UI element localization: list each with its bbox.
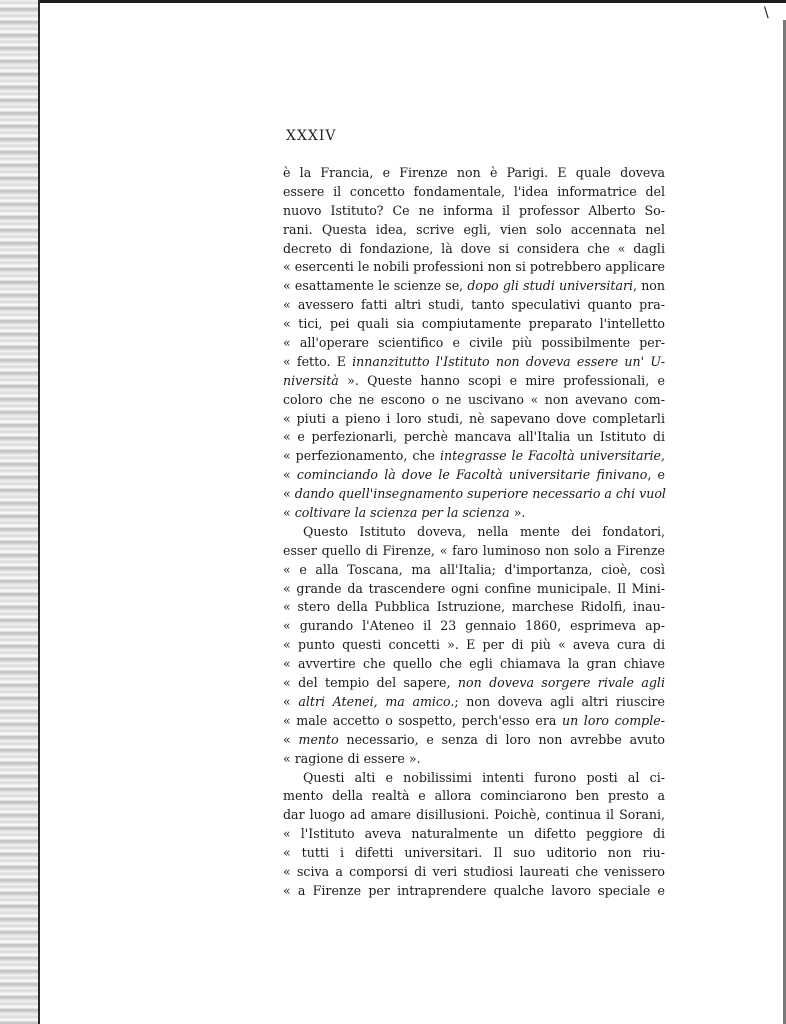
text-segment: « avvertire che quello che egli chiamava la gran chiave bbox=[283, 656, 665, 672]
text-segment: « bbox=[283, 505, 295, 521]
text-segment: « all'operare scientifico e civile più possibilmente per- bbox=[283, 335, 665, 351]
text-segment: mento della realtà e allora cominciarono ben presto a bbox=[283, 788, 665, 804]
text-line bbox=[283, 315, 665, 334]
text-line bbox=[283, 636, 665, 655]
text-line bbox=[283, 769, 665, 788]
text-segment: « bbox=[283, 486, 295, 502]
text-line bbox=[283, 485, 665, 504]
text-line bbox=[283, 240, 665, 259]
text-segment: « stero della Pubblica Istruzione, marchese Ridolfi, inau- bbox=[283, 599, 665, 615]
text-segment: « bbox=[283, 467, 297, 483]
text-segment: « ragione di essere ». bbox=[283, 750, 421, 766]
text-segment: « e alla Toscana, ma all'Italia; d'importanza, cioè, così bbox=[283, 561, 665, 577]
text-line bbox=[283, 787, 665, 806]
text-segment: « bbox=[283, 731, 299, 747]
text-segment: necessario, e senza di loro non avrebbe avuto bbox=[338, 731, 665, 747]
text-segment: « fetto. E bbox=[283, 353, 353, 369]
page-number: XXXIV bbox=[286, 128, 337, 144]
text-line bbox=[283, 731, 665, 750]
corner-mark: \ bbox=[764, 5, 769, 21]
text-line bbox=[283, 221, 665, 240]
italic-segment: non doveva sorgere rivale agli bbox=[457, 675, 665, 691]
text-segment: « tutti i difetti universitari. Il suo uditorio non riu- bbox=[283, 845, 665, 861]
text-segment: « avessero fatti altri studi, tanto speculativi quanto pra- bbox=[283, 297, 665, 313]
italic-segment: innanzitutto l'Istituto non doveva essere un' U- bbox=[352, 353, 665, 369]
text-segment: Questi alti e nobilissimi intenti furono posti al ci- bbox=[303, 769, 665, 785]
text-line bbox=[283, 844, 665, 863]
text-line bbox=[283, 428, 665, 447]
text-segment: coloro che ne escono o ne uscivano « non avevano com- bbox=[283, 391, 665, 407]
text-segment: « esattamente le scienze se, bbox=[283, 278, 468, 294]
book-spine-shadow bbox=[0, 0, 40, 1024]
text-segment: ; non doveva agli altri riuscire bbox=[454, 693, 665, 709]
text-segment: decreto di fondazione, là dove si considera che « dagli bbox=[283, 240, 665, 256]
text-segment: « tici, pei quali sia compiutamente preparato l'intelletto bbox=[283, 316, 665, 332]
italic-segment: cominciando là dove le Facoltà universitarie finivano bbox=[296, 467, 648, 483]
text-line bbox=[283, 353, 665, 372]
text-line bbox=[283, 277, 665, 296]
text-segment: « bbox=[283, 693, 299, 709]
spine-edge-rule bbox=[38, 0, 40, 1024]
text-line bbox=[283, 447, 665, 466]
text-line bbox=[283, 561, 665, 580]
text-line bbox=[283, 504, 665, 523]
text-segment: nuovo Istituto? Ce ne informa il professor Alberto So- bbox=[283, 202, 665, 218]
text-segment: « l'Istituto aveva naturalmente un difetto peggiore di bbox=[283, 826, 665, 842]
text-line bbox=[283, 825, 665, 844]
italic-segment: altri Atenei, ma amico. bbox=[298, 693, 455, 709]
text-line bbox=[283, 580, 665, 599]
text-line bbox=[283, 410, 665, 429]
text-line bbox=[283, 882, 665, 901]
text-line bbox=[283, 466, 665, 485]
italic-segment: niversità bbox=[283, 372, 339, 388]
text-segment: « gurando l'Ateneo il 23 gennaio 1860, esprimeva ap- bbox=[283, 618, 665, 634]
text-line bbox=[283, 258, 665, 277]
text-line bbox=[283, 391, 665, 410]
italic-segment: coltivare la scienza per la scienza bbox=[294, 505, 510, 521]
top-edge-rule bbox=[40, 0, 786, 8]
text-segment: essere il concetto fondamentale, l'idea informatrice del bbox=[283, 183, 665, 199]
text-segment: « punto questi concetti ». E per di più « aveva cura di bbox=[283, 637, 665, 653]
text-segment: « e perfezionarli, perchè mancava all'Italia un Istituto di bbox=[283, 429, 665, 445]
italic-segment: un loro comple- bbox=[561, 712, 665, 728]
text-segment: « sciva a comporsi di veri studiosi laureati che venissero bbox=[283, 863, 665, 879]
text-segment: , e bbox=[647, 467, 665, 483]
text-line bbox=[283, 523, 665, 542]
text-segment: « esercenti le nobili professioni non si potrebbero applicare bbox=[283, 259, 665, 275]
text-line bbox=[283, 334, 665, 353]
italic-segment: dopo gli studi universitari bbox=[467, 278, 633, 294]
text-segment: « piuti a pieno i loro studi, nè sapevano dove completarli bbox=[283, 410, 665, 426]
text-segment: , non bbox=[633, 278, 665, 294]
text-segment: « perfezionamento, che bbox=[283, 448, 440, 464]
text-line bbox=[283, 296, 665, 315]
text-line bbox=[283, 806, 665, 825]
text-segment: « del tempio del sapere, bbox=[283, 675, 458, 691]
text-line bbox=[283, 693, 665, 712]
text-line bbox=[283, 750, 665, 769]
text-segment: è la Francia, e Firenze non è Parigi. E quale doveva bbox=[283, 165, 665, 180]
text-segment: ». Queste hanno scopi e mire professionali, e bbox=[338, 372, 665, 388]
text-line bbox=[283, 164, 665, 183]
text-segment: « male accetto o sospetto, perch'esso era bbox=[283, 712, 562, 728]
text-segment: « grande da trascendere ogni confine municipale. Il Mini- bbox=[283, 580, 665, 596]
text-line bbox=[283, 542, 665, 561]
text-line bbox=[283, 617, 665, 636]
text-line bbox=[283, 712, 665, 731]
text-segment: ». bbox=[509, 505, 526, 521]
text-line bbox=[283, 183, 665, 202]
text-segment: dar luogo ad amare disillusioni. Poichè, continua il Sorani, bbox=[283, 807, 665, 823]
italic-segment: dando quell'insegnamento superiore necessario a chi vuol bbox=[294, 486, 666, 502]
body-text bbox=[283, 164, 665, 901]
text-line bbox=[283, 598, 665, 617]
text-segment: esser quello di Firenze, « faro luminoso non solo a Firenze bbox=[283, 542, 665, 558]
text-line bbox=[283, 863, 665, 882]
italic-segment: integrasse le Facoltà universitarie, bbox=[439, 448, 666, 464]
text-segment: Questo Istituto doveva, nella mente dei fondatori, bbox=[303, 523, 665, 539]
text-line bbox=[283, 655, 665, 674]
text-segment: « a Firenze per intraprendere qualche lavoro speciale e bbox=[283, 882, 665, 898]
text-line bbox=[283, 674, 665, 693]
italic-segment: mento bbox=[298, 731, 339, 747]
text-line bbox=[283, 372, 665, 391]
text-segment: rani. Questa idea, scrive egli, vien solo accennata nel bbox=[283, 221, 665, 237]
text-line bbox=[283, 202, 665, 221]
